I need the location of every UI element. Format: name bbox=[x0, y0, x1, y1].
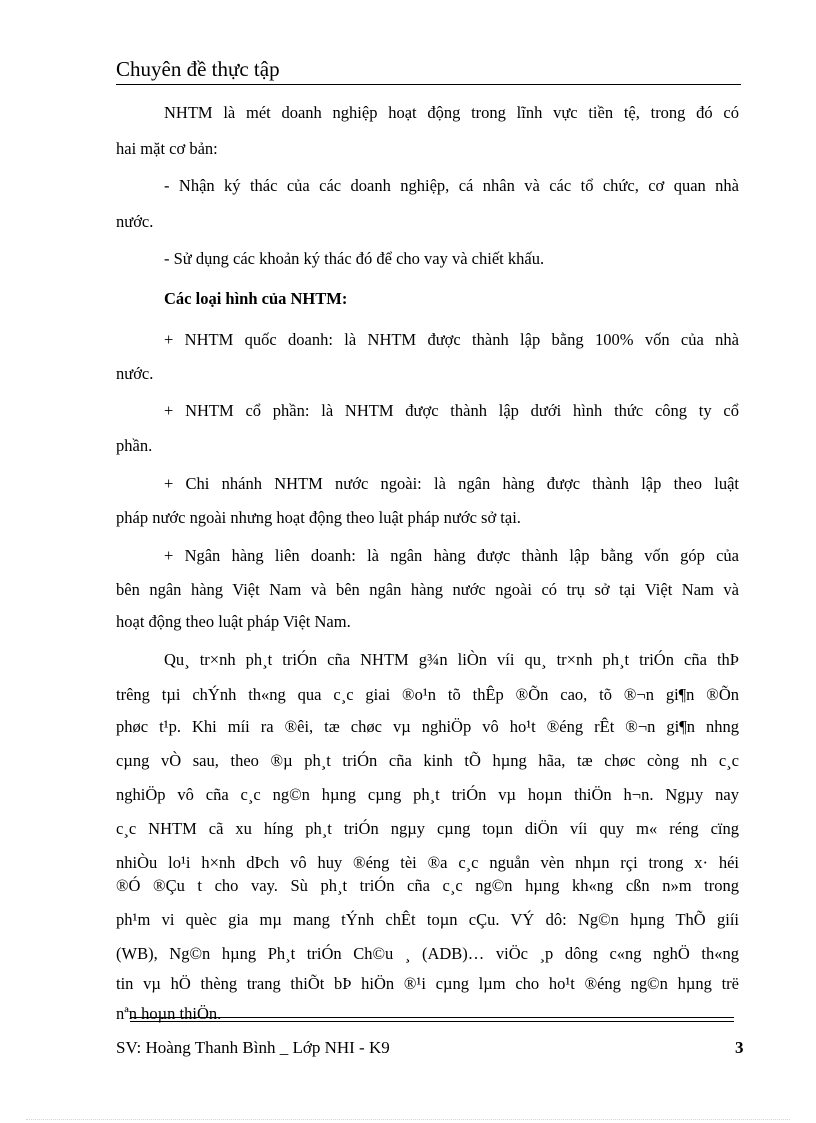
paragraph-line: ph¹m vi quèc gia mµ mang tÝnh chÊt toµn cÇu. VÝ dô: Ng©n hµng ThÕ giíi bbox=[116, 910, 739, 929]
paragraph-line: Qu¸ tr×nh ph¸t triÓn cña NHTM g¾n liÒn víi qu¸ tr×nh ph¸t triÓn cña thÞ bbox=[164, 650, 739, 669]
paragraph-line: nªn hoµn thiÖn. bbox=[116, 1004, 222, 1023]
paragraph-line: - Nhận ký thác của các doanh nghiệp, cá nhân và các tổ chức, cơ quan nhà bbox=[164, 176, 739, 195]
paragraph-line: + NHTM quốc doanh: là NHTM được thành lập bằng 100% vốn của nhà bbox=[164, 330, 739, 349]
paragraph-line: (WB), Ng©n hµng Ph¸t triÓn Ch©u ¸ (ADB)… viÖc ¸p dông c«ng nghÖ th«ng bbox=[116, 944, 739, 963]
paragraph-line: phần. bbox=[116, 436, 153, 455]
paragraph-line: cµng vÒ sau, theo ®µ ph¸t triÓn cña kinh tÕ hµng hãa, tæ chøc còng nh c¸c bbox=[116, 751, 739, 770]
page-header-title: Chuyên đề thực tập bbox=[116, 57, 280, 81]
paragraph-line: bên ngân hàng Việt Nam và bên ngân hàng nước ngoài có trụ sở tại Việt Nam và bbox=[116, 580, 739, 599]
paragraph-line: phøc t¹p. Khi míi ra ®êi, tæ chøc vµ nghiÖp vô ho¹t ®éng rÊt ®¬n gi¶n nhng bbox=[116, 717, 739, 736]
paragraph-line: c¸c NHTM cã xu híng ph¸t triÓn ngµy cµng toµn diÖn víi quy m« réng cïng bbox=[116, 819, 739, 838]
page-number: 3 bbox=[735, 1038, 744, 1057]
paragraph-line: - Sử dụng các khoản ký thác đó để cho vay và chiết khấu. bbox=[164, 249, 545, 268]
paragraph-line: + NHTM cổ phần: là NHTM được thành lập dưới hình thức công ty cổ bbox=[164, 401, 739, 420]
paragraph-line: NHTM là mét doanh nghiệp hoạt động trong lĩnh vực tiền tệ, trong đó có bbox=[164, 103, 739, 122]
paragraph-line: hai mặt cơ bản: bbox=[116, 139, 218, 158]
paragraph-line: tin vµ hÖ thèng trang thiÕt bÞ hiÖn ®¹i cµng lµm cho ho¹t ®éng ng©n hµng trë bbox=[116, 974, 739, 993]
paragraph-line: nước. bbox=[116, 212, 154, 231]
paragraph-line: + Ngân hàng liên doanh: là ngân hàng được thành lập bằng vốn góp của bbox=[164, 546, 739, 565]
paragraph-line: nước. bbox=[116, 364, 154, 383]
paragraph-line: nhiÒu lo¹i h×nh dÞch vô huy ®éng tèi ®a c¸c nguån vèn nhµn rçi trong x· héi bbox=[116, 853, 739, 872]
section-heading: Các loại hình của NHTM: bbox=[164, 289, 348, 308]
paragraph-line: pháp nước ngoài nhưng hoạt động theo luật pháp nước sở tại. bbox=[116, 508, 521, 527]
paragraph-line: hoạt động theo luật pháp Việt Nam. bbox=[116, 612, 351, 631]
paragraph-line: ®Ó ®Çu t cho vay. Sù ph¸t triÓn cña c¸c ng©n hµng kh«ng cßn n»m trong bbox=[116, 876, 739, 895]
paragraph-line: trêng tµi chÝnh th«ng qua c¸c giai ®o¹n tõ thÊp ®Õn cao, tõ ®¬n gi¶n ®Õn bbox=[116, 685, 739, 704]
paragraph-line: nghiÖp vô cña c¸c ng©n hµng cµng ph¸t triÓn vµ hoµn thiÖn h¬n. Ngµy nay bbox=[116, 785, 739, 804]
page-bottom-border bbox=[26, 1119, 790, 1120]
header-rule bbox=[116, 84, 741, 85]
footer-author: SV: Hoàng Thanh Bình _ Lớp NHI - K9 bbox=[116, 1038, 390, 1057]
footer-double-rule bbox=[130, 1017, 734, 1022]
paragraph-line: + Chi nhánh NHTM nước ngoài: là ngân hàng được thành lập theo luật bbox=[164, 474, 739, 493]
